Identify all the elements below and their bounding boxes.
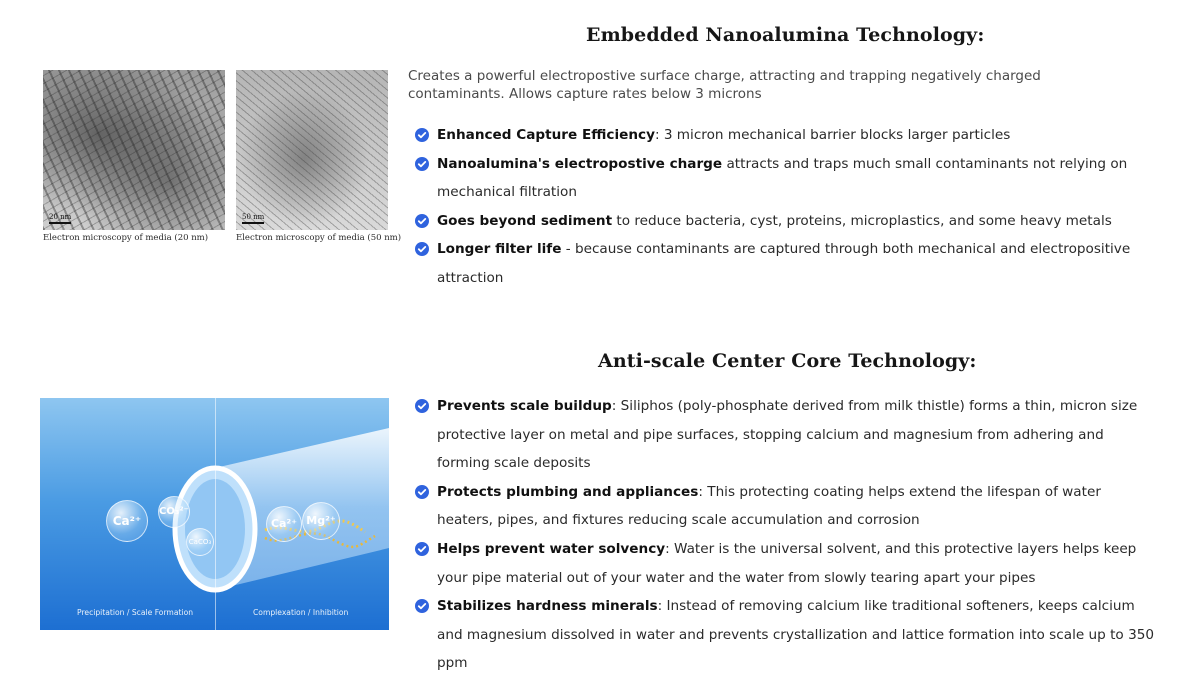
list-item [415, 478, 1155, 535]
image-caption: Electron microscopy of media (20 nm) [43, 233, 209, 243]
pipe-illustration [40, 398, 389, 630]
check-circle-icon [415, 599, 429, 613]
precipitation-label: Precipitation / Scale Formation [77, 608, 194, 617]
feature-list [415, 121, 1155, 293]
item-title: Enhanced Capture Efficiency [437, 127, 655, 143]
item-title: Protects plumbing and appliances [437, 483, 699, 500]
check-circle-icon [415, 157, 429, 171]
item-text: : Instead of removing calcium like traditional softeners, keeps calcium and magnesium dissolved in water and prevents crystallization and lattice formation into scale up to 350 ppm [437, 598, 1155, 672]
section-heading: Anti-scale Center Core Technology: [598, 350, 977, 372]
item-title: Nanoalumina's electropostive charge [437, 155, 723, 172]
calcium-ion: Ca²⁺ [266, 506, 302, 542]
carbonate-ion: CO₃²⁻ [158, 496, 190, 528]
list-item [415, 592, 1155, 678]
divider-line [215, 398, 216, 630]
microscopy-photo [43, 70, 225, 230]
list-item [415, 207, 1155, 236]
calcium-ion: Ca²⁺ [106, 500, 148, 542]
item-text: : Water is the universal solvent, and this protective layers helps keep your pipe material out of your water and the water from slowly tearing apart your pipes [437, 540, 1137, 586]
item-title: Goes beyond sediment [437, 212, 613, 229]
check-circle-icon [415, 542, 429, 556]
microscopy-photo [236, 70, 388, 230]
item-title: Helps prevent water solvency [437, 540, 666, 557]
item-title: Stabilizes hardness minerals [437, 598, 658, 615]
check-circle-icon [415, 214, 429, 228]
check-circle-icon [415, 399, 429, 413]
scale-bar: 20 nm [49, 213, 71, 224]
check-circle-icon [415, 242, 429, 256]
item-title: Longer filter life [437, 241, 562, 258]
item-text: - because contaminants are captured through both mechanical and electropositive attraction [437, 241, 1131, 286]
microscopy-image-50nm [236, 70, 402, 246]
complexation-label: Complexation / Inhibition [253, 608, 349, 617]
item-title: Prevents scale buildup [437, 398, 612, 414]
intro-text: Creates a powerful electropostive surface charge, attracting and trapping negatively charged contaminants. Allows capture rates below 3 microns [408, 68, 1041, 102]
calcium-carbonate: CaCO₃ [186, 528, 214, 556]
list-item [415, 121, 1155, 150]
item-text: : 3 micron mechanical barrier blocks larger particles [654, 127, 1011, 143]
list-item [415, 150, 1155, 207]
item-text: to reduce bacteria, cyst, proteins, microplastics, and some heavy metals [612, 212, 1112, 229]
microscopy-image-20nm [43, 70, 225, 246]
item-text: : Siliphos (poly-phosphate derived from milk thistle) forms a thin, micron size protective layer on metal and pipe surfaces, stopping calcium and magnesium from adhering and forming scale deposits [437, 398, 1138, 472]
magnesium-ion: Mg²⁺ [302, 502, 340, 540]
item-text: : This protecting coating helps extend the lifespan of water heaters, pipes, and fixtures reducing scale accumulation and corrosion [437, 483, 1101, 529]
scale-bar: 50 nm [242, 213, 264, 224]
feature-list [415, 392, 1155, 678]
image-caption: Electron microscopy of media (50 nm) [236, 233, 402, 243]
item-text: attracts and traps much small contaminants not relying on mechanical filtration [437, 155, 1128, 201]
list-item [415, 535, 1155, 592]
section-heading: Embedded Nanoalumina Technology: [586, 24, 985, 46]
list-item [415, 392, 1155, 478]
check-circle-icon [415, 128, 429, 142]
list-item [415, 235, 1155, 292]
check-circle-icon [415, 485, 429, 499]
